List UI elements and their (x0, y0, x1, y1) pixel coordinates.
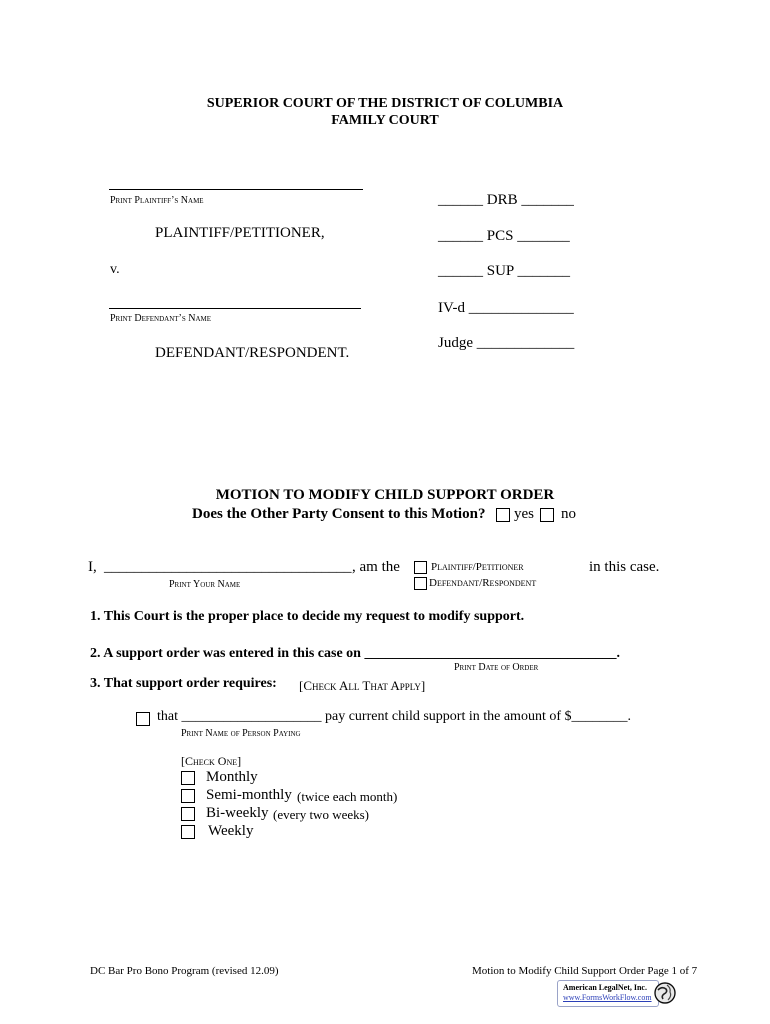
biweekly-checkbox[interactable] (181, 807, 195, 821)
semimonthly-checkbox[interactable] (181, 789, 195, 803)
globe-icon (653, 980, 677, 1006)
pcs-field[interactable]: ______ PCS _______ (438, 228, 570, 244)
item-3: 3. That support order requires: (90, 676, 277, 691)
ivd-field[interactable]: IV-d ______________ (438, 300, 574, 316)
drb-field[interactable]: ______ DRB _______ (438, 192, 574, 208)
defendant-name-line[interactable] (109, 308, 361, 309)
defendant-respondent-checkbox[interactable] (414, 577, 427, 590)
plaintiff-petitioner-label: Plaintiff/Petitioner (431, 561, 524, 573)
defendant-respondent-label: Defendant/Respondent (429, 577, 537, 589)
biweekly-label: Bi-weekly (206, 805, 269, 821)
court-name-line2: FAMILY COURT (331, 113, 439, 128)
am-the-text: , am the (352, 559, 400, 575)
consent-no-label: no (561, 506, 576, 522)
semimonthly-label: Semi-monthly (206, 787, 292, 803)
defendant-role: DEFENDANT/RESPONDENT. (155, 345, 350, 361)
consent-yes-label: yes (514, 506, 534, 522)
monthly-label: Monthly (206, 769, 258, 785)
item-3-note: [Check All That Apply] (299, 678, 426, 693)
sup-field[interactable]: ______ SUP _______ (438, 263, 570, 279)
weekly-label: Weekly (208, 823, 254, 839)
item-1: 1. This Court is the proper place to decide my request to modify support. (90, 609, 525, 624)
biweekly-note: (every two weeks) (273, 807, 370, 822)
current-support-line[interactable]: that ____________________ pay current child support in the amount of $________. (157, 709, 631, 724)
logo-company-name: American LegalNet, Inc. (563, 983, 647, 992)
plaintiff-petitioner-checkbox[interactable] (414, 561, 427, 574)
intro-i: I, (88, 559, 97, 575)
plaintiff-name-line[interactable] (109, 189, 363, 190)
print-your-name-label: Print Your Name (169, 579, 241, 590)
american-legalnet-logo[interactable] (557, 980, 677, 1006)
semimonthly-note: (twice each month) (297, 789, 398, 804)
plaintiff-name-label: Print Plaintiff’s Name (110, 195, 204, 206)
logo-url[interactable]: www.FormsWorkFlow.com (563, 993, 652, 1002)
person-paying-label: Print Name of Person Paying (181, 728, 301, 739)
footer-left: DC Bar Pro Bono Program (revised 12.09) (90, 965, 279, 977)
print-date-of-order-label: Print Date of Order (454, 662, 539, 673)
judge-field[interactable]: Judge _____________ (438, 335, 575, 351)
monthly-checkbox[interactable] (181, 771, 195, 785)
check-one-label: [Check One] (181, 754, 242, 768)
plaintiff-role: PLAINTIFF/PETITIONER, (155, 225, 325, 241)
consent-no-checkbox[interactable] (540, 508, 554, 522)
motion-title: MOTION TO MODIFY CHILD SUPPORT ORDER (215, 487, 555, 503)
consent-yes-checkbox[interactable] (496, 508, 510, 522)
weekly-checkbox[interactable] (181, 825, 195, 839)
current-support-checkbox[interactable] (136, 712, 150, 726)
defendant-name-label: Print Defendant’s Name (110, 313, 212, 324)
versus-label: v. (110, 262, 120, 277)
footer-right: Motion to Modify Child Support Order Page 1 of 7 (472, 965, 698, 977)
your-name-blank[interactable]: _________________________________ (104, 559, 352, 575)
consent-question: Does the Other Party Consent to this Motion? (192, 506, 486, 522)
in-this-case-text: in this case. (589, 559, 660, 575)
item-2[interactable]: 2. A support order was entered in this case on ____________________________________. (90, 646, 620, 661)
court-name-line1: SUPERIOR COURT OF THE DISTRICT OF COLUMBIA (206, 96, 564, 111)
